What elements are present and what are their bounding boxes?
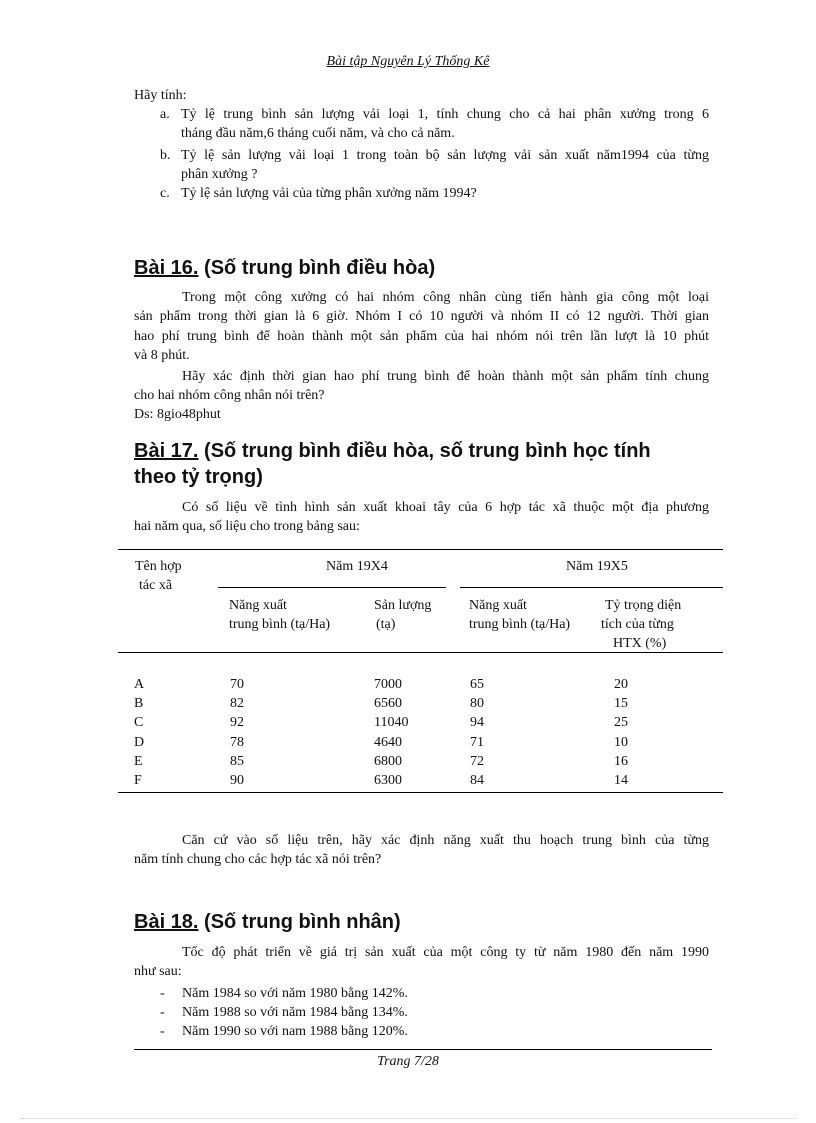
bai18-p1-line2: như sau: — [134, 964, 182, 979]
bai16-p1-line1: Trong một công xưởng có hai nhóm công nhân cùng tiến hành gia công một loại — [182, 290, 709, 305]
bai18-bullet-2: Năm 1988 so với năm 1984 bằng 134%. — [182, 1005, 408, 1020]
list-marker-a: a. — [160, 107, 170, 122]
table-cell: 16 — [614, 754, 628, 769]
table-subheader-1-line2: trung bình (tạ/Ha) — [229, 617, 331, 632]
bai16-title: (Số trung bình điều hòa) — [198, 257, 436, 279]
list-item-b-line1: Tỷ lệ sản lượng vải loại 1 trong toàn bộ sản lượng vải sản xuất năm1994 của từng — [181, 148, 709, 163]
bai17-p1-line1: Có số liệu về tình hình sản xuất khoai tây của 6 hợp tác xã thuộc một địa phương — [182, 500, 709, 515]
bai16-number: Bài 16. — [134, 257, 199, 279]
table-cell: 84 — [470, 773, 484, 788]
bai17-p1-line2: hai năm qua, số liệu cho trong bảng sau: — [134, 519, 360, 534]
table-cell: B — [134, 696, 144, 711]
bai17-heading — [134, 440, 651, 463]
table-top-rule — [118, 549, 723, 550]
table-subheader-2-line2: (tạ) — [376, 617, 396, 632]
table-subheader-3-line1: Năng xuất — [469, 598, 527, 613]
table-cell: 80 — [470, 696, 484, 711]
table-cell: 10 — [614, 735, 628, 750]
bai18-title: (Số trung bình nhân) — [198, 911, 401, 933]
table-cell: 6800 — [374, 754, 402, 769]
table-cell: 72 — [470, 754, 484, 769]
table-cell: 6560 — [374, 696, 402, 711]
bai16-p1-line2: sản phẩm trong thời gian là 6 giờ. Nhóm I có 10 người và nhóm II có 12 người. Thời gian — [134, 309, 709, 324]
table-header-col0-line1: Tên hợp — [135, 559, 182, 574]
page-header: Bài tập Nguyên Lý Thống Kê — [326, 54, 490, 69]
list-marker-b: b. — [160, 148, 171, 163]
bai18-bullet-3: Năm 1990 so với nam 1988 bằng 120%. — [182, 1024, 408, 1039]
table-header-col0-line2: tác xã — [139, 578, 173, 593]
bai16-answer: Ds: 8gio48phut — [134, 407, 221, 422]
table-subheader-1-line1: Năng xuất — [229, 598, 287, 613]
table-cell: 20 — [614, 677, 628, 692]
table-cell: 25 — [614, 715, 628, 730]
list-item-a-line1: Tỷ lệ trung bình sản lượng vải loại 1, tính chung cho cả hai phân xưởng trong 6 — [181, 107, 709, 122]
bai18-p1-line1: Tốc độ phát triển về giá trị sản xuất của một công ty từ năm 1980 đến năm 1990 — [182, 945, 709, 960]
bai17-p2-line2: năm tính chung cho các hợp tác xã nói trên? — [134, 852, 382, 867]
table-cell: 90 — [230, 773, 244, 788]
table-header-year1: Năm 19X4 — [326, 559, 388, 574]
bullet-dash: - — [160, 1024, 165, 1039]
bai17-p2-line1: Căn cứ vào số liệu trên, hãy xác định năng xuất thu hoạch trung bình của từng — [182, 833, 709, 848]
table-cell: E — [134, 754, 143, 769]
table-header-year2: Năm 19X5 — [566, 559, 628, 574]
table-cell: 92 — [230, 715, 244, 730]
table-subheader-2-line1: Sản lượng — [374, 598, 432, 613]
list-marker-c: c. — [160, 186, 170, 201]
bullet-dash: - — [160, 986, 165, 1001]
table-cell: 94 — [470, 715, 484, 730]
page-edge — [20, 1118, 796, 1119]
table-header-bottom-rule — [118, 652, 723, 653]
intro-lead: Hãy tính: — [134, 88, 187, 103]
bai18-bullet-1: Năm 1984 so với năm 1980 bằng 142%. — [182, 986, 408, 1001]
table-subheader-4-line2: tích của từng — [601, 617, 674, 632]
table-subheader-3-line2: trung bình (tạ/Ha) — [469, 617, 571, 632]
list-item-a-line2: tháng đầu năm,6 tháng cuối năm, và cho cả năm. — [181, 126, 455, 141]
table-cell: 85 — [230, 754, 244, 769]
table-cell: 7000 — [374, 677, 402, 692]
footer-rule — [134, 1049, 712, 1050]
table-cell: 78 — [230, 735, 244, 750]
bai18-heading — [134, 911, 401, 934]
table-subheader-4-line3: HTX (%) — [613, 636, 667, 651]
bullet-dash: - — [160, 1005, 165, 1020]
table-cell: 70 — [230, 677, 244, 692]
table-cell: 11040 — [374, 715, 409, 730]
bai18-number: Bài 18. — [134, 911, 199, 933]
year1-underline — [218, 587, 446, 588]
list-item-c-line1: Tỷ lệ sản lượng vải của từng phân xưởng năm 1994? — [181, 186, 477, 201]
table-cell: 6300 — [374, 773, 402, 788]
table-subheader-4-line1: Tỷ trọng diện — [605, 598, 682, 613]
bai16-p2-line2: cho hai nhóm công nhân nói trên? — [134, 388, 325, 403]
bai16-p2-line1: Hãy xác định thời gian hao phí trung bình để hoàn thành một sản phẩm tính chung — [182, 369, 709, 384]
table-cell: C — [134, 715, 144, 730]
bai16-p1-line4: và 8 phút. — [134, 348, 190, 363]
table-cell: 71 — [470, 735, 484, 750]
table-cell: 4640 — [374, 735, 402, 750]
table-cell: 15 — [614, 696, 628, 711]
list-item-b-line2: phân xưởng ? — [181, 167, 258, 182]
table-cell: D — [134, 735, 145, 750]
table-cell: 65 — [470, 677, 484, 692]
bai17-number: Bài 17. — [134, 440, 199, 462]
bai16-p1-line3: hao phí trung bình để hoàn thành một sản phẩm của hai nhóm nói trên lần lượt là 10 phút — [134, 329, 709, 344]
bai16-heading — [134, 257, 435, 280]
page-number: Trang 7/28 — [377, 1054, 439, 1069]
table-cell: 14 — [614, 773, 628, 788]
table-cell: F — [134, 773, 142, 788]
bai17-title-line2: theo tỷ trọng) — [134, 466, 263, 488]
table-cell: 82 — [230, 696, 244, 711]
table-cell: A — [134, 677, 145, 692]
table-bottom-rule — [118, 792, 723, 793]
bai17-title-line1: (Số trung bình điều hòa, số trung bình học tính — [198, 440, 651, 462]
year2-underline — [460, 587, 723, 588]
